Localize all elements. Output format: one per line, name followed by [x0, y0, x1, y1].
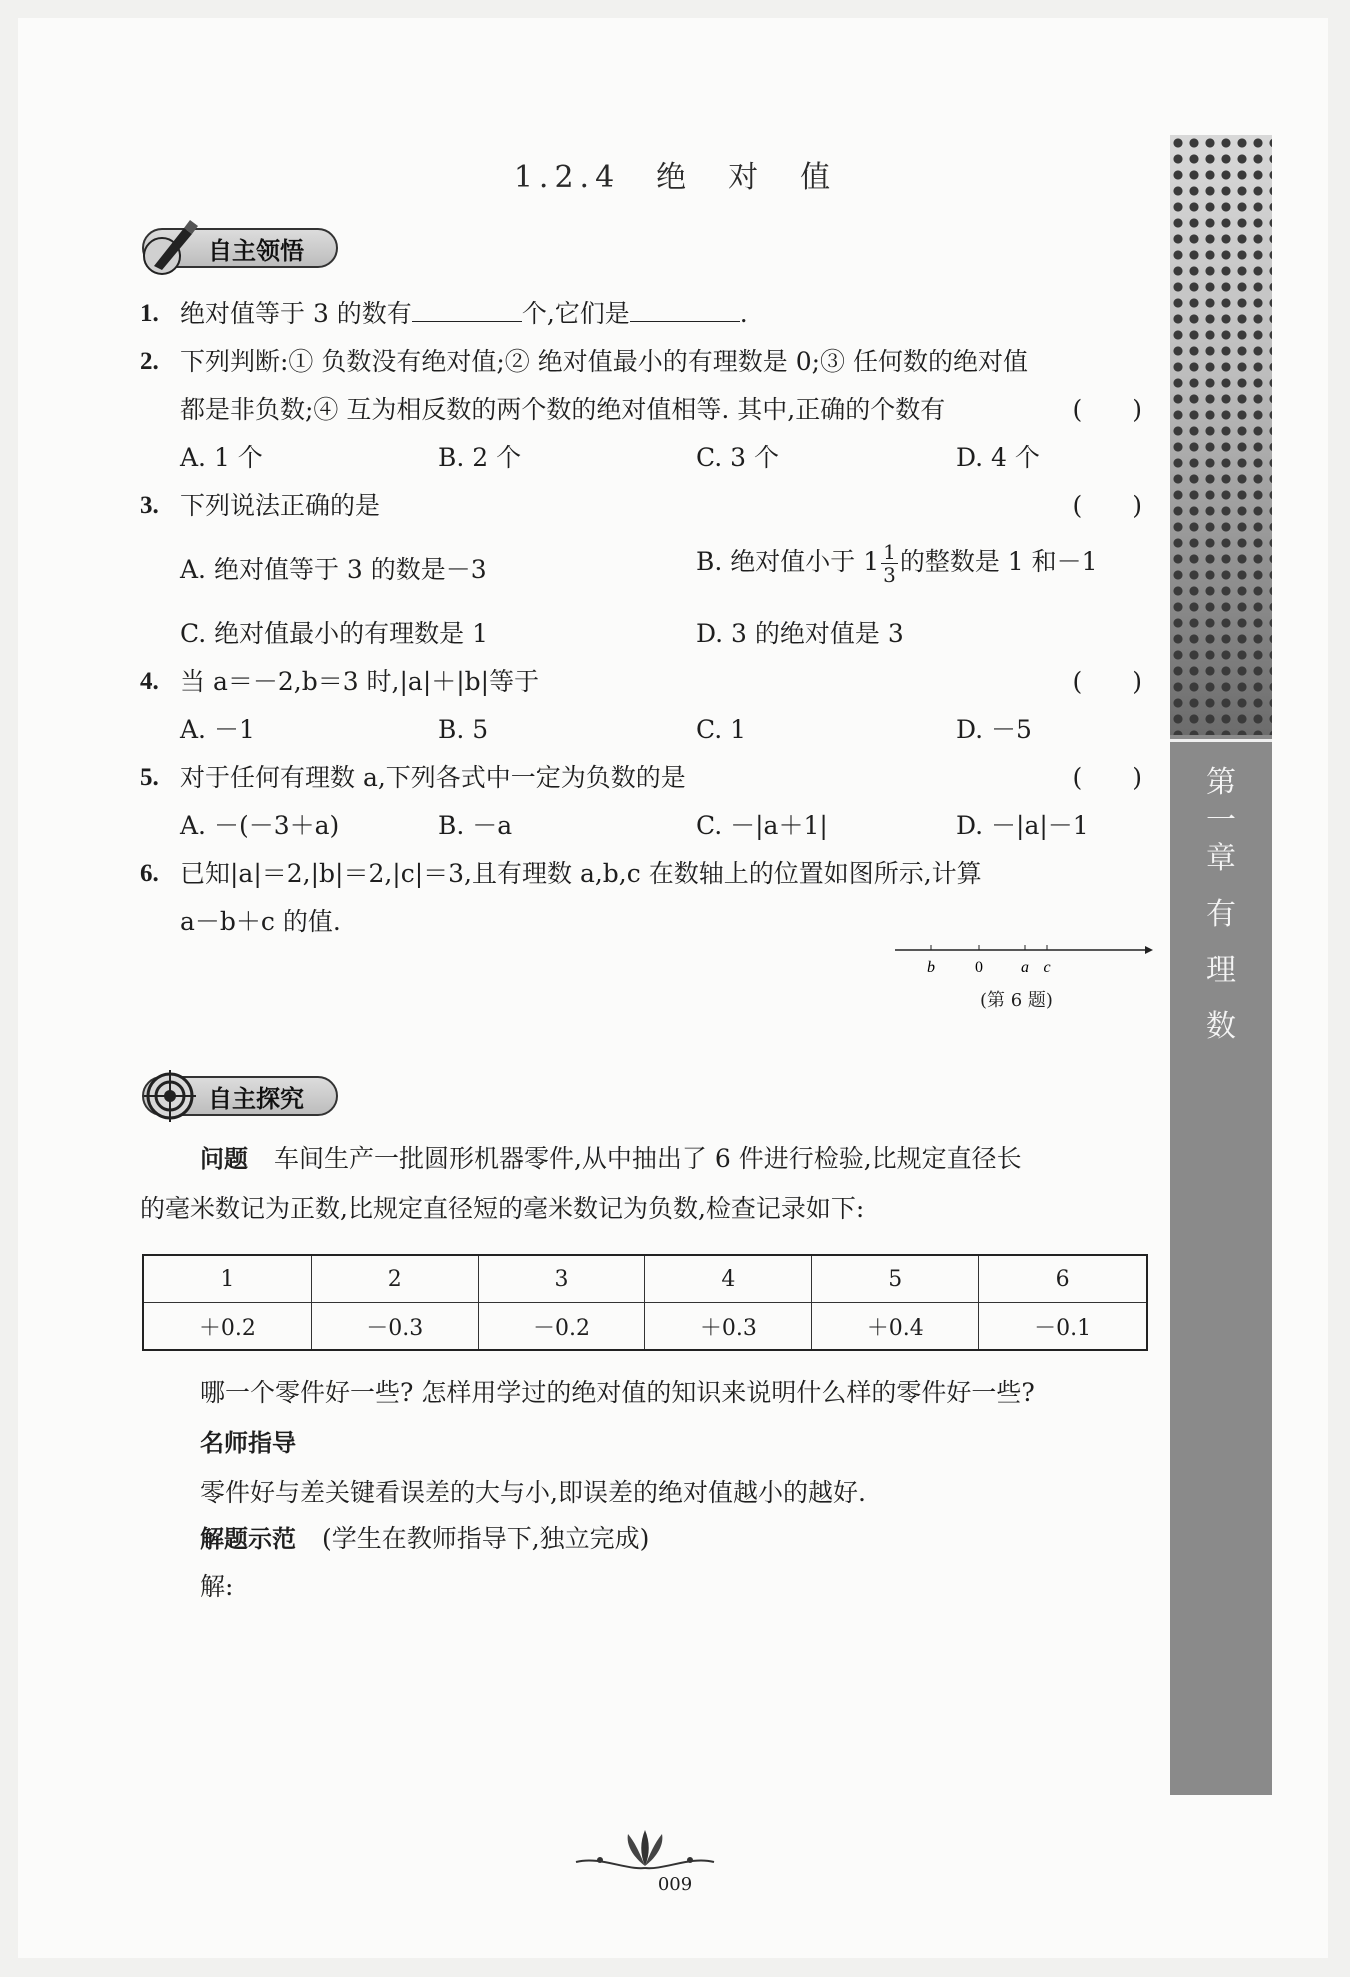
- problem-line-1: [200, 1134, 1150, 1184]
- question-text: 已知|a|＝2,|b|＝2,|c|＝3,且有理数 a,b,c 在数轴上的位置如图所示,计算: [180, 859, 982, 888]
- table-cell: 6: [979, 1255, 1147, 1303]
- demo-label: 解题示范: [200, 1525, 296, 1553]
- chapter-char: 有: [1206, 897, 1236, 932]
- problem-line-2: 的毫米数记为正数,比规定直径短的毫米数记为负数,检查记录如下:: [140, 1194, 865, 1223]
- question-text: 下列判断:① 负数没有绝对值;② 绝对值最小的有理数是 0;③ 任何数的绝对值: [180, 347, 1028, 376]
- measurement-table: [142, 1254, 1148, 1351]
- arrow-head-icon: [1145, 946, 1153, 954]
- option-c: C. 3 个: [696, 443, 779, 472]
- option-b-text: 的整数是 1 和－1: [899, 547, 1098, 576]
- target-icon: [140, 1064, 202, 1126]
- figure-caption: (第 6 题): [980, 990, 1053, 1011]
- answer-blank[interactable]: [630, 295, 740, 322]
- question-number: 2.: [140, 348, 159, 375]
- answer-label: 解:: [200, 1572, 234, 1601]
- floral-ornament-icon: [570, 1826, 720, 1876]
- section-label-self-exploration: [142, 1076, 338, 1116]
- table-cell: －0.1: [979, 1303, 1147, 1351]
- table-cell: ＋0.4: [812, 1303, 979, 1351]
- option-a: A. 1 个: [180, 443, 263, 472]
- question-number: 1.: [140, 300, 159, 327]
- question-text: a－b＋c 的值.: [180, 907, 341, 936]
- option-a: A. 绝对值等于 3 的数是－3: [180, 555, 487, 584]
- option-d: D. －|a|－1: [956, 811, 1089, 840]
- chapter-char: 章: [1206, 841, 1236, 876]
- table-cell: －0.2: [478, 1303, 645, 1351]
- table-cell: 1: [143, 1255, 311, 1303]
- guide-text: 零件好与差关键看误差的大与小,即误差的绝对值越小的越好.: [200, 1478, 866, 1507]
- section2-text: 自主探究: [208, 1084, 304, 1113]
- answer-blank[interactable]: [412, 295, 522, 322]
- chapter-sidebar: [1170, 135, 1272, 1795]
- option-a: A. －(－3＋a): [180, 811, 340, 840]
- chapter-char: 数: [1206, 1009, 1236, 1044]
- table-row-values: [143, 1303, 1147, 1351]
- table-cell: 3: [478, 1255, 645, 1303]
- option-b: B. －a: [438, 811, 513, 840]
- demo-note: (学生在教师指导下,独立完成): [321, 1524, 650, 1553]
- option-a: A. －1: [180, 715, 255, 744]
- section-label-self-understanding: [142, 228, 338, 268]
- answer-parentheses[interactable]: ( ): [1072, 395, 1142, 424]
- question-text: 下列说法正确的是: [180, 491, 381, 520]
- option-b-text: B. 绝对值小于 1: [696, 547, 880, 576]
- pen-icon: [140, 216, 202, 278]
- demo-heading: [200, 1514, 1150, 1564]
- table-cell: 2: [311, 1255, 478, 1303]
- option-c: C. －|a＋1|: [696, 811, 828, 840]
- chapter-char: 一: [1206, 803, 1236, 838]
- answer-parentheses[interactable]: ( ): [1072, 491, 1142, 520]
- question-number: 4.: [140, 668, 159, 695]
- question-text: 都是非负数;④ 互为相反数的两个数的绝对值相等. 其中,正确的个数有: [180, 395, 946, 424]
- chapter-char: 第: [1206, 765, 1236, 800]
- page-title: 1.2.4 绝 对 值: [513, 160, 837, 195]
- question-text: 个,它们是: [521, 299, 630, 328]
- table-cell: －0.3: [311, 1303, 478, 1351]
- question-text: 对于任何有理数 a,下列各式中一定为负数的是: [180, 763, 686, 792]
- option-c: C. 1: [696, 715, 747, 744]
- question-text: .: [739, 299, 748, 328]
- problem-question: 哪一个零件好一些? 怎样用学过的绝对值的知识来说明什么样的零件好一些?: [200, 1378, 1035, 1407]
- question-text: 当 a＝－2,b＝3 时,|a|＋|b|等于: [180, 667, 540, 696]
- answer-parentheses[interactable]: ( ): [1072, 667, 1142, 696]
- label-0: 0: [975, 959, 983, 976]
- chapter-title: [1170, 755, 1272, 1055]
- sidebar-divider: [1170, 739, 1272, 742]
- table-cell: 4: [645, 1255, 812, 1303]
- fraction-numerator: 1: [883, 540, 896, 564]
- number-line-figure: [895, 938, 1155, 988]
- label-a: a: [1021, 959, 1029, 976]
- label-b: b: [927, 959, 935, 976]
- table-cell: 5: [812, 1255, 979, 1303]
- question-number: 5.: [140, 764, 159, 791]
- guide-heading: [200, 1418, 1210, 1468]
- guide-label: 名师指导: [200, 1429, 296, 1457]
- fraction: [881, 541, 898, 586]
- page-number: 009: [657, 1874, 693, 1895]
- sidebar-pattern: [1170, 135, 1272, 735]
- problem-label: 问题: [200, 1145, 248, 1173]
- option-d: D. －5: [956, 715, 1032, 744]
- table-cell: ＋0.2: [143, 1303, 311, 1351]
- option-b: B. 5: [438, 715, 489, 744]
- chapter-char: 理: [1206, 953, 1236, 988]
- fraction-denominator: 3: [883, 563, 896, 587]
- question-number: 3.: [140, 492, 159, 519]
- answer-parentheses[interactable]: ( ): [1072, 763, 1142, 792]
- section1-text: 自主领悟: [208, 236, 304, 265]
- option-b: B. 2 个: [438, 443, 522, 472]
- question-number: 6.: [140, 860, 159, 887]
- table-row-header: [143, 1255, 1147, 1303]
- option-c: C. 绝对值最小的有理数是 1: [180, 619, 488, 648]
- problem-text: 车间生产一批圆形机器零件,从中抽出了 6 件进行检验,比规定直径长: [273, 1144, 1022, 1173]
- question-text: 绝对值等于 3 的数有: [180, 299, 412, 328]
- option-b: [696, 538, 1098, 586]
- table-cell: ＋0.3: [645, 1303, 812, 1351]
- option-d: D. 4 个: [956, 443, 1040, 472]
- option-d: D. 3 的绝对值是 3: [696, 619, 904, 648]
- label-c: c: [1043, 959, 1051, 976]
